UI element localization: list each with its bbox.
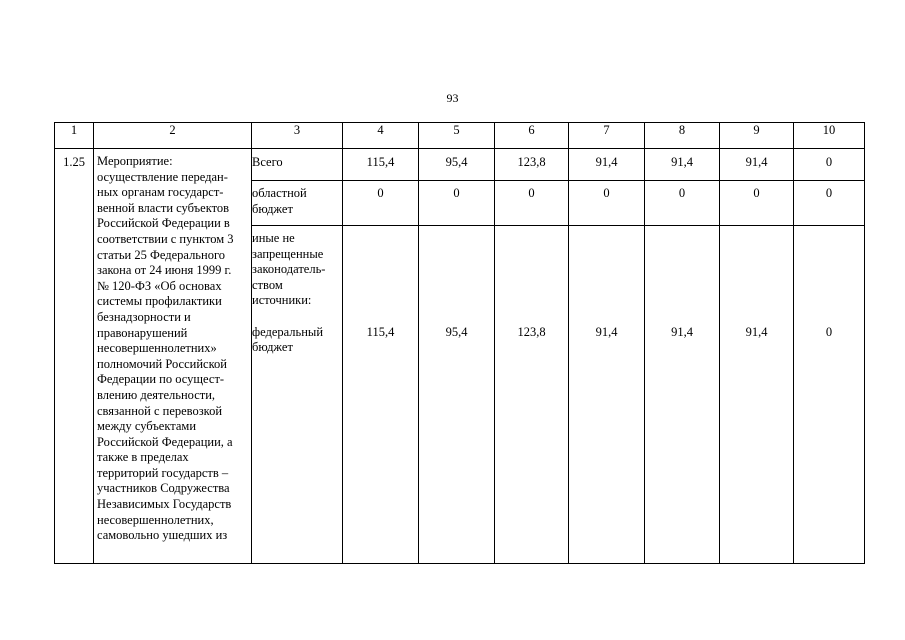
- description-line: Независимых Государств: [97, 497, 232, 512]
- description-line: участников Содружества: [97, 481, 230, 496]
- value-cell: [794, 226, 865, 564]
- description-line: полномочий Российской: [97, 356, 227, 371]
- value-cell: 115,4: [343, 149, 419, 181]
- value-cell: 95,4: [419, 149, 495, 181]
- source-line: бюджет: [252, 201, 293, 216]
- value-cell: 0: [419, 181, 495, 226]
- value-text: 91,4: [671, 325, 693, 339]
- source-line: федеральный: [252, 324, 324, 339]
- description-line: безнадзорности и: [97, 309, 191, 324]
- description-line: венной власти субъектов: [97, 200, 230, 215]
- description-line: соответствии с пунктом 3: [97, 231, 234, 246]
- spacer: [252, 309, 342, 325]
- description-line: влению деятельности,: [97, 387, 216, 402]
- source-cell: [252, 149, 343, 181]
- value-cell: 91,4: [569, 149, 645, 181]
- value-text: 0: [825, 325, 833, 339]
- description-line: Мероприятие:: [97, 154, 173, 168]
- value-text: 95,4: [445, 325, 468, 339]
- value-cell: [645, 226, 720, 564]
- description-line: системы профилактики: [97, 294, 222, 309]
- source-line: Всего: [252, 155, 283, 169]
- header-cell: 2: [94, 123, 252, 149]
- description-line: правонарушений: [97, 325, 188, 340]
- description-line: связанной с перевозкой: [97, 403, 223, 418]
- item-description: [94, 149, 252, 564]
- source-line: бюджет: [252, 340, 293, 355]
- header-cell: 4: [343, 123, 419, 149]
- value-cell: 91,4: [720, 149, 794, 181]
- source-line: областной: [252, 186, 307, 200]
- header-row: [55, 123, 865, 149]
- header-cell: 8: [645, 123, 720, 149]
- value-cell: 0: [569, 181, 645, 226]
- source-line: источники:: [252, 293, 312, 308]
- description-line: № 120-ФЗ «Об основах: [97, 278, 222, 293]
- header-cell: 5: [419, 123, 495, 149]
- description-line: Российской Федерации, а: [97, 434, 233, 449]
- budget-table: [54, 122, 865, 564]
- value-text: 123,8: [517, 325, 546, 339]
- value-cell: 0: [495, 181, 569, 226]
- value-cell: 0: [794, 149, 865, 181]
- source-line: запрещенные: [252, 246, 324, 261]
- header-cell: 10: [794, 123, 865, 149]
- value-cell: [720, 226, 794, 564]
- description-line: закона от 24 июня 1999 г.: [97, 263, 232, 278]
- header-cell: 6: [495, 123, 569, 149]
- value-cell: [419, 226, 495, 564]
- description-line: Федерации по осущест-: [97, 372, 225, 387]
- header-cell: 9: [720, 123, 794, 149]
- value-text: 91,4: [595, 325, 618, 339]
- description-line: осуществление передан-: [97, 169, 228, 184]
- value-cell: 123,8: [495, 149, 569, 181]
- description-line: Российской Федерации в: [97, 216, 230, 231]
- value-text: 91,4: [745, 325, 768, 339]
- value-cell: 91,4: [645, 149, 720, 181]
- description-line: между субъектами: [97, 419, 197, 434]
- description-line: несовершеннолетних,: [97, 512, 214, 527]
- source-line: иные не: [252, 231, 295, 245]
- source-line: ством: [252, 277, 283, 292]
- value-cell: 0: [720, 181, 794, 226]
- description-line: несовершеннолетних»: [97, 341, 217, 356]
- header-cell: 3: [252, 123, 343, 149]
- page-number: 93: [446, 91, 459, 105]
- value-cell: [343, 226, 419, 564]
- table-row: [55, 149, 865, 181]
- value-text: 115,4: [366, 325, 395, 339]
- value-cell: 0: [343, 181, 419, 226]
- description-line: самовольно ушедших из: [97, 528, 228, 543]
- value-cell: [495, 226, 569, 564]
- source-cell: [252, 226, 343, 564]
- description-line: также в пределах: [97, 450, 189, 465]
- description-line: территорий государств –: [97, 465, 229, 480]
- value-cell: [569, 226, 645, 564]
- item-number: 1.25: [55, 149, 94, 564]
- value-cell: 0: [645, 181, 720, 226]
- source-cell: [252, 181, 343, 226]
- value-cell: 0: [794, 181, 865, 226]
- description-line: статьи 25 Федерального: [97, 247, 226, 262]
- source-line: законодатель-: [252, 262, 326, 277]
- description-line: ных органам государст-: [97, 185, 224, 200]
- header-cell: 7: [569, 123, 645, 149]
- header-cell: 1: [55, 123, 94, 149]
